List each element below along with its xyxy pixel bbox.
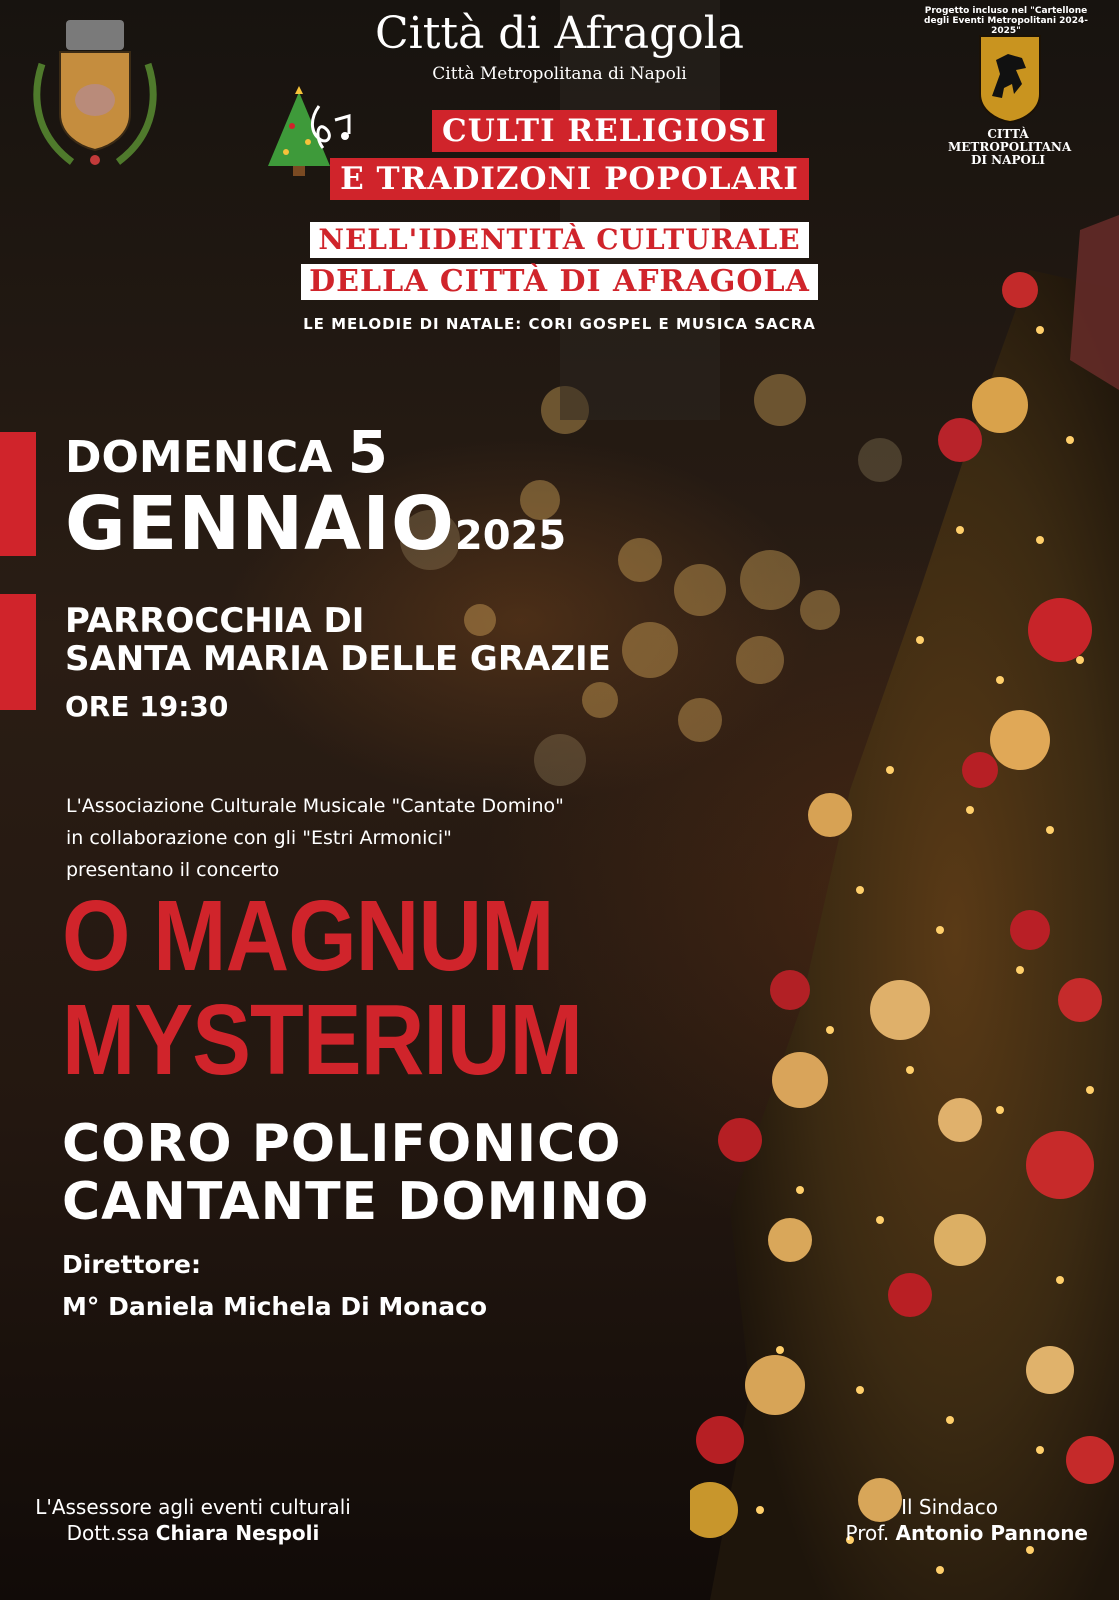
venue-accent-bar: [0, 594, 36, 710]
date-accent-bar: [0, 432, 36, 556]
title-banner-line3: NELL'IDENTITÀ CULTURALE: [0, 222, 1119, 258]
concert-intro: L'Associazione Culturale Musicale "Cantate Domino" in collaborazione con gli "Estri Armonici" presentano il concerto: [66, 795, 564, 881]
tagline: LE MELODIE DI NATALE: CORI GOSPEL E MUSICA SACRA: [303, 315, 816, 333]
director-name: M° Daniela Michela Di Monaco: [62, 1292, 488, 1321]
choir-name: CORO POLIFONICO CANTANTE DOMINO: [62, 1114, 650, 1232]
metro-logo-caption: CITTÀ METROPOLITANA DI NAPOLI: [948, 127, 1072, 167]
event-venue: PARROCCHIA DI SANTA MARIA DELLE GRAZIE: [65, 601, 611, 679]
event-weekday-day: DOMENICA 5: [65, 418, 388, 486]
concert-title: O MAGNUM MYSTERIUM: [62, 880, 583, 1096]
christmas-tree-illustration: [690, 210, 1119, 1600]
event-time: ORE 19:30: [65, 690, 229, 723]
assessore-signature: L'Assessore agli eventi culturali Dott.ssa Chiara Nespoli: [35, 1495, 351, 1545]
title-banner-line1: CULTI RELIGIOSI: [0, 110, 1119, 152]
title-banner-line2: E TRADIZONI POPOLARI: [0, 158, 1119, 200]
city-title: Città di Afragola: [374, 8, 745, 59]
sindaco-signature: Il Sindaco Prof. Antonio Pannone: [845, 1495, 1088, 1545]
city-subtitle: Città Metropolitana di Napoli: [432, 64, 687, 84]
project-note: Progetto incluso nel "Cartellone degli Eventi Metropolitani 2024-2025": [924, 6, 1088, 36]
event-month-year: GENNAIO2025: [65, 481, 567, 567]
title-banner-line4: DELLA CITTÀ DI AFRAGOLA: [0, 264, 1119, 300]
director-label: Direttore:: [62, 1250, 201, 1279]
